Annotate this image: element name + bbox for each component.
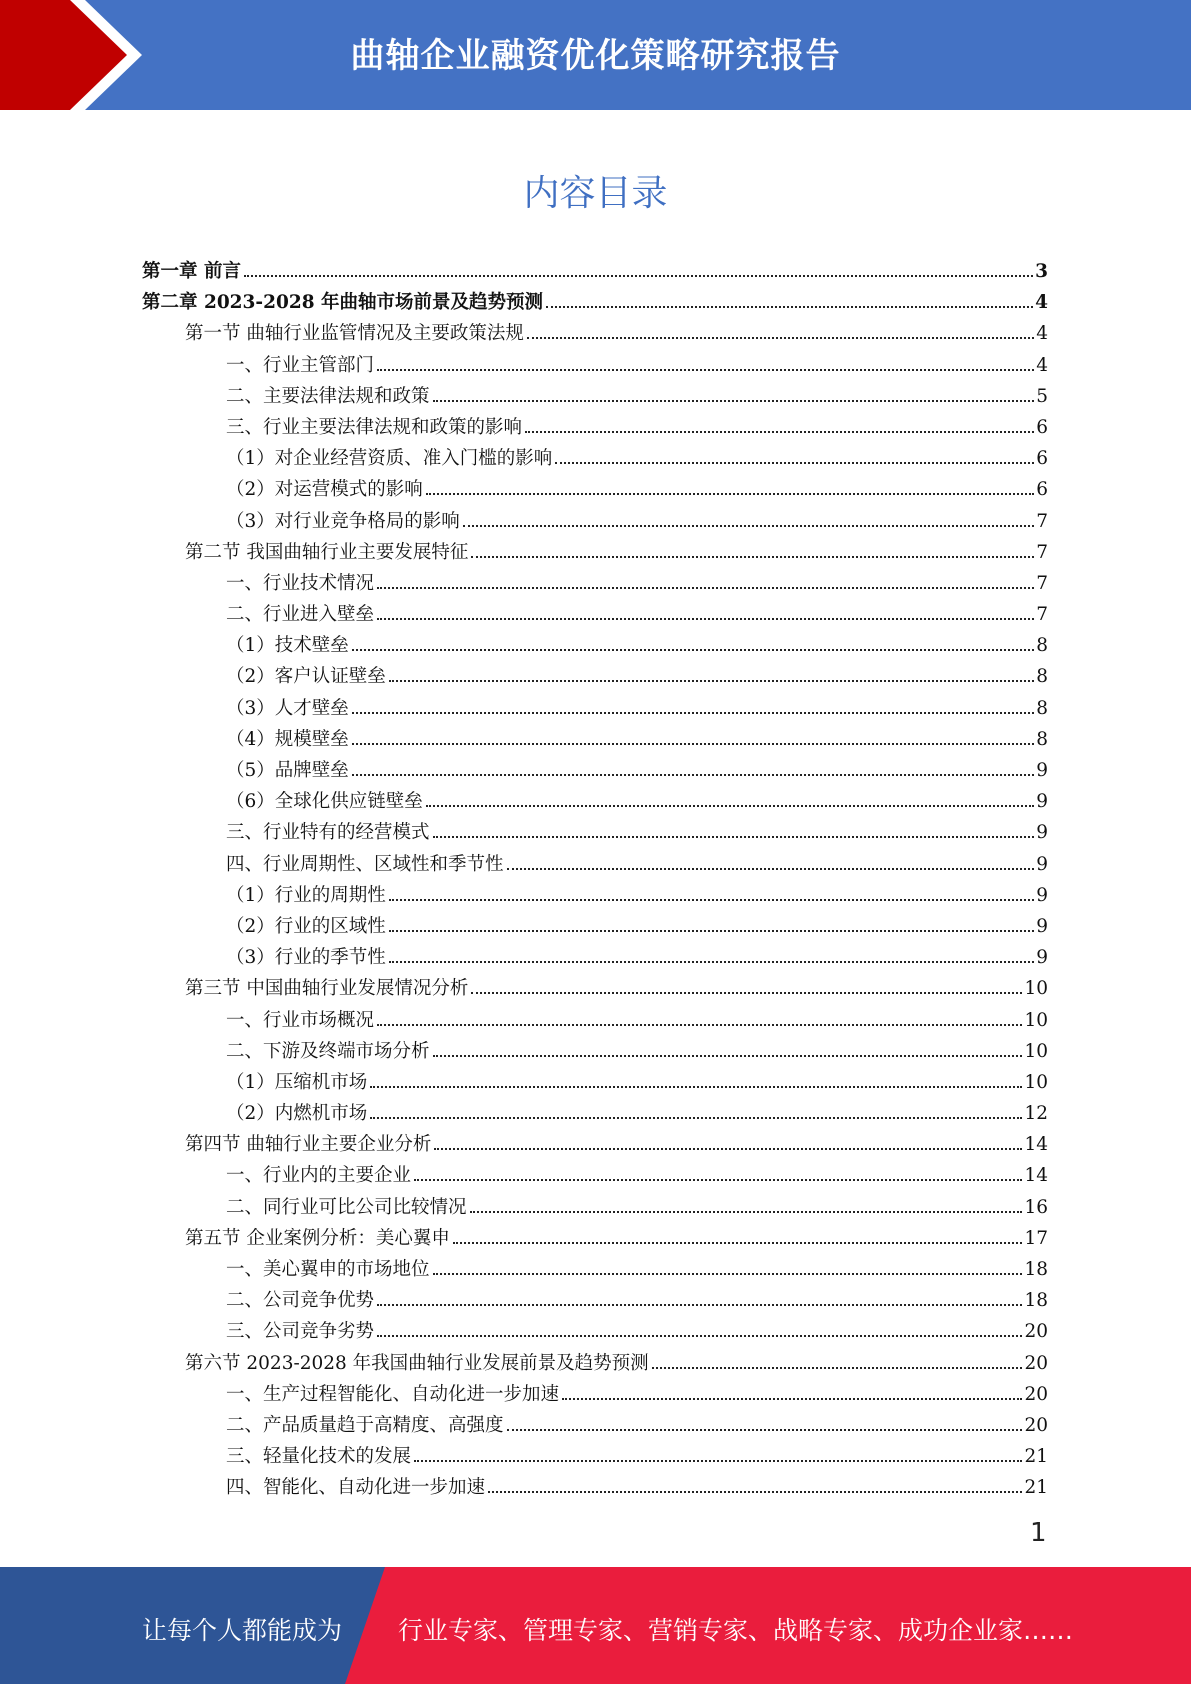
toc-entry-page: 16 [1024,1196,1048,1218]
toc-entry-page: 7 [1036,510,1048,532]
toc-entry-page: 20 [1024,1383,1048,1405]
toc-dot-leader [507,868,1035,870]
toc-entry-label: 二、公司竞争优势 [226,1290,375,1312]
toc-entry-label: 三、公司竞争劣势 [226,1321,375,1343]
toc-entry[interactable] [142,1098,1048,1129]
toc-dot-leader [525,431,1034,433]
toc-heading: 内容目录 [523,173,668,214]
toc-entry[interactable] [142,1036,1048,1067]
toc-dot-leader [433,400,1035,402]
toc-entry-label: （3）对行业竞争格局的影响 [226,510,460,532]
toc-dot-leader [377,1335,1022,1337]
toc-entry[interactable] [142,1316,1048,1347]
toc-entry-page: 9 [1036,947,1048,969]
toc-entry[interactable] [142,287,1048,318]
header-banner [0,0,1191,110]
toc-entry-page: 7 [1036,604,1048,626]
toc-dot-leader [463,525,1034,527]
toc-dot-leader [471,992,1022,994]
toc-entry-label: 三、轻量化技术的发展 [226,1446,412,1468]
toc-entry-label: 第三节 中国曲轴行业发展情况分析 [185,978,469,1000]
toc-entry[interactable] [142,1410,1048,1441]
toc-entry[interactable] [142,1285,1048,1316]
toc-entry-page: 10 [1024,1009,1048,1031]
toc-entry[interactable] [142,568,1048,599]
toc-entry-page: 9 [1036,884,1048,906]
toc-entry[interactable] [142,724,1048,755]
toc-dot-leader [434,1148,1022,1150]
toc-entry-page: 3 [1035,261,1048,282]
toc-entry-label: （2）客户认证壁垒 [226,666,386,688]
toc-entry-page: 9 [1036,915,1048,937]
toc-entry[interactable] [142,755,1048,786]
toc-entry-label: 第一节 曲轴行业监管情况及主要政策法规 [185,323,524,345]
toc-entry-page: 21 [1024,1477,1048,1499]
toc-entry[interactable] [142,693,1048,724]
toc-dot-leader [507,1429,1023,1431]
toc-dot-leader [377,618,1034,620]
toc-entry[interactable] [142,1067,1048,1098]
toc-entry[interactable] [142,1223,1048,1254]
toc-entry-label: （1）行业的周期性 [226,884,386,906]
toc-entry[interactable] [142,942,1048,973]
toc-entry-label: 第二节 我国曲轴行业主要发展特征 [185,541,469,563]
toc-entry[interactable] [142,1160,1048,1191]
toc-entry-page: 18 [1024,1259,1048,1280]
toc-entry-label: 三、行业主要法律法规和政策的影响 [226,416,523,438]
footer-slogan-left: 让每个人都能成为 [142,1616,343,1645]
toc-entry[interactable] [142,1129,1048,1160]
toc-entry[interactable] [142,849,1048,880]
toc-entry[interactable] [142,350,1048,381]
toc-entry-page: 10 [1024,1040,1048,1062]
toc-entry-label: （1）技术壁垒 [226,635,349,657]
toc-dot-leader [414,1460,1022,1462]
toc-dot-leader [488,1491,1022,1493]
toc-dot-leader [377,1304,1022,1306]
toc-entry-label: （1）对企业经营资质、准入门槛的影响 [226,448,553,470]
toc-entry[interactable] [142,661,1048,692]
toc-entry-page: 4 [1036,323,1048,345]
toc-entry-page: 20 [1024,1352,1048,1374]
toc-dot-leader [377,1024,1022,1026]
toc-entry-label: （2）内燃机市场 [226,1103,368,1125]
toc-entry-page: 4 [1036,354,1048,376]
toc-entry-page: 8 [1036,697,1048,719]
toc-entry-page: 14 [1024,1165,1048,1187]
toc-entry-label: 一、行业技术情况 [226,572,375,594]
toc-entry-page: 9 [1036,791,1048,813]
toc-entry-page: 10 [1024,978,1048,1000]
toc-dot-leader [471,556,1034,558]
toc-dot-leader [414,1179,1022,1181]
toc-entry[interactable] [142,412,1048,443]
toc-entry[interactable] [142,786,1048,817]
toc-dot-leader [426,805,1034,807]
toc-entry-label: （5）品牌壁垒 [226,760,349,781]
toc-entry-label: 二、下游及终端市场分析 [226,1040,430,1062]
toc-dot-leader [244,275,1033,277]
toc-entry[interactable] [142,1254,1048,1285]
toc-entry[interactable] [142,630,1048,661]
toc-dot-leader [652,1367,1023,1369]
toc-dot-leader [433,836,1035,838]
toc-entry[interactable] [142,973,1048,1004]
toc-entry-label: 二、同行业可比公司比较情况 [226,1196,467,1218]
toc-entry[interactable] [142,911,1048,942]
toc-entry-page: 9 [1036,760,1048,781]
toc-dot-leader [555,462,1034,464]
toc-entry-label: （6）全球化供应链壁垒 [226,791,423,813]
toc-dot-leader [377,369,1034,371]
toc-entry-page: 8 [1036,666,1048,688]
toc-entry-label: 第二章 2023-2028 年曲轴市场前景及趋势预测 [142,292,544,314]
toc-dot-leader [433,1055,1023,1057]
toc-entry[interactable] [142,1005,1048,1036]
toc-entry-label: 二、产品质量趋于高精度、高强度 [226,1414,504,1436]
toc-entry[interactable] [142,1441,1048,1472]
toc-dot-leader [352,743,1034,745]
toc-entry-page: 7 [1036,572,1048,594]
toc-entry-page: 5 [1036,385,1048,407]
toc-dot-leader [453,1242,1023,1244]
toc-entry-label: 第一章 前言 [142,261,241,282]
toc-entry-label: 四、智能化、自动化进一步加速 [226,1477,486,1499]
toc-entry-label: 一、行业市场概况 [226,1009,375,1031]
toc-entry-label: 一、行业主管部门 [226,354,375,376]
toc-entry-page: 20 [1024,1321,1048,1343]
toc-dot-leader [352,649,1034,651]
table-of-contents [142,256,1048,1504]
toc-entry[interactable] [142,1348,1048,1379]
toc-entry-page: 9 [1036,853,1048,875]
toc-entry-page: 8 [1036,728,1048,750]
toc-entry-label: 一、行业内的主要企业 [226,1165,412,1187]
toc-entry-page: 20 [1024,1414,1048,1436]
toc-entry-label: （3）行业的季节性 [226,947,386,969]
toc-entry-label: 一、生产过程智能化、自动化进一步加速 [226,1383,560,1405]
toc-entry[interactable] [142,1472,1048,1503]
toc-entry-page: 10 [1024,1071,1048,1093]
toc-entry[interactable] [142,1192,1048,1223]
toc-dot-leader [433,1273,1023,1275]
toc-entry-page: 21 [1024,1446,1048,1468]
toc-entry[interactable] [142,880,1048,911]
toc-entry-page: 6 [1036,448,1048,470]
toc-entry-page: 8 [1036,635,1048,657]
toc-entry[interactable] [142,817,1048,848]
toc-entry[interactable] [142,599,1048,630]
toc-entry-page: 6 [1036,416,1048,438]
toc-dot-leader [389,930,1034,932]
toc-dot-leader [377,587,1034,589]
toc-entry-label: 二、行业进入壁垒 [226,604,375,626]
toc-entry-label: 三、行业特有的经营模式 [226,822,430,844]
toc-dot-leader [470,1211,1023,1213]
toc-entry[interactable] [142,443,1048,474]
toc-dot-leader [389,961,1034,963]
toc-entry-label: 二、主要法律法规和政策 [226,385,430,407]
toc-dot-leader [352,712,1034,714]
toc-entry-label: 第四节 曲轴行业主要企业分析 [185,1134,432,1156]
toc-entry-page: 12 [1024,1103,1048,1125]
toc-entry[interactable] [142,506,1048,537]
toc-entry[interactable] [142,474,1048,505]
report-title: 曲轴企业融资优化策略研究报告 [350,36,841,76]
toc-entry-label: 四、行业周期性、区域性和季节性 [226,853,504,875]
toc-entry-page: 17 [1024,1227,1048,1249]
toc-entry-label: 第五节 企业案例分析：美心翼申 [185,1227,450,1249]
toc-entry[interactable] [142,318,1048,349]
toc-entry-label: 一、美心翼申的市场地位 [226,1259,430,1280]
toc-entry-label: （2）对运营模式的影响 [226,479,423,501]
toc-entry-label: （4）规模壁垒 [226,728,349,750]
toc-dot-leader [370,1117,1022,1119]
toc-entry-page: 7 [1036,541,1048,563]
toc-entry[interactable] [142,537,1048,568]
toc-entry-page: 4 [1035,292,1048,314]
page-number: 1 [1030,1518,1047,1548]
toc-dot-leader [389,680,1034,682]
footer-banner [0,1567,1191,1684]
toc-entry-label: （1）压缩机市场 [226,1071,368,1093]
toc-dot-leader [562,1398,1022,1400]
toc-entry[interactable] [142,381,1048,412]
toc-entry-label: 第六节 2023-2028 年我国曲轴行业发展前景及趋势预测 [185,1352,649,1374]
toc-entry-page: 6 [1036,479,1048,501]
toc-dot-leader [389,899,1034,901]
toc-entry-page: 14 [1024,1134,1048,1156]
toc-entry[interactable] [142,256,1048,287]
toc-dot-leader [527,337,1034,339]
toc-entry[interactable] [142,1379,1048,1410]
toc-dot-leader [426,493,1034,495]
toc-dot-leader [370,1086,1022,1088]
toc-entry-page: 9 [1036,822,1048,844]
toc-entry-label: （2）行业的区域性 [226,915,386,937]
toc-dot-leader [352,774,1034,776]
footer-slogan-right: 行业专家、管理专家、营销专家、战略专家、成功企业家…… [398,1616,1074,1645]
toc-entry-page: 18 [1024,1290,1048,1312]
toc-dot-leader [546,306,1033,308]
toc-entry-label: （3）人才壁垒 [226,697,349,719]
